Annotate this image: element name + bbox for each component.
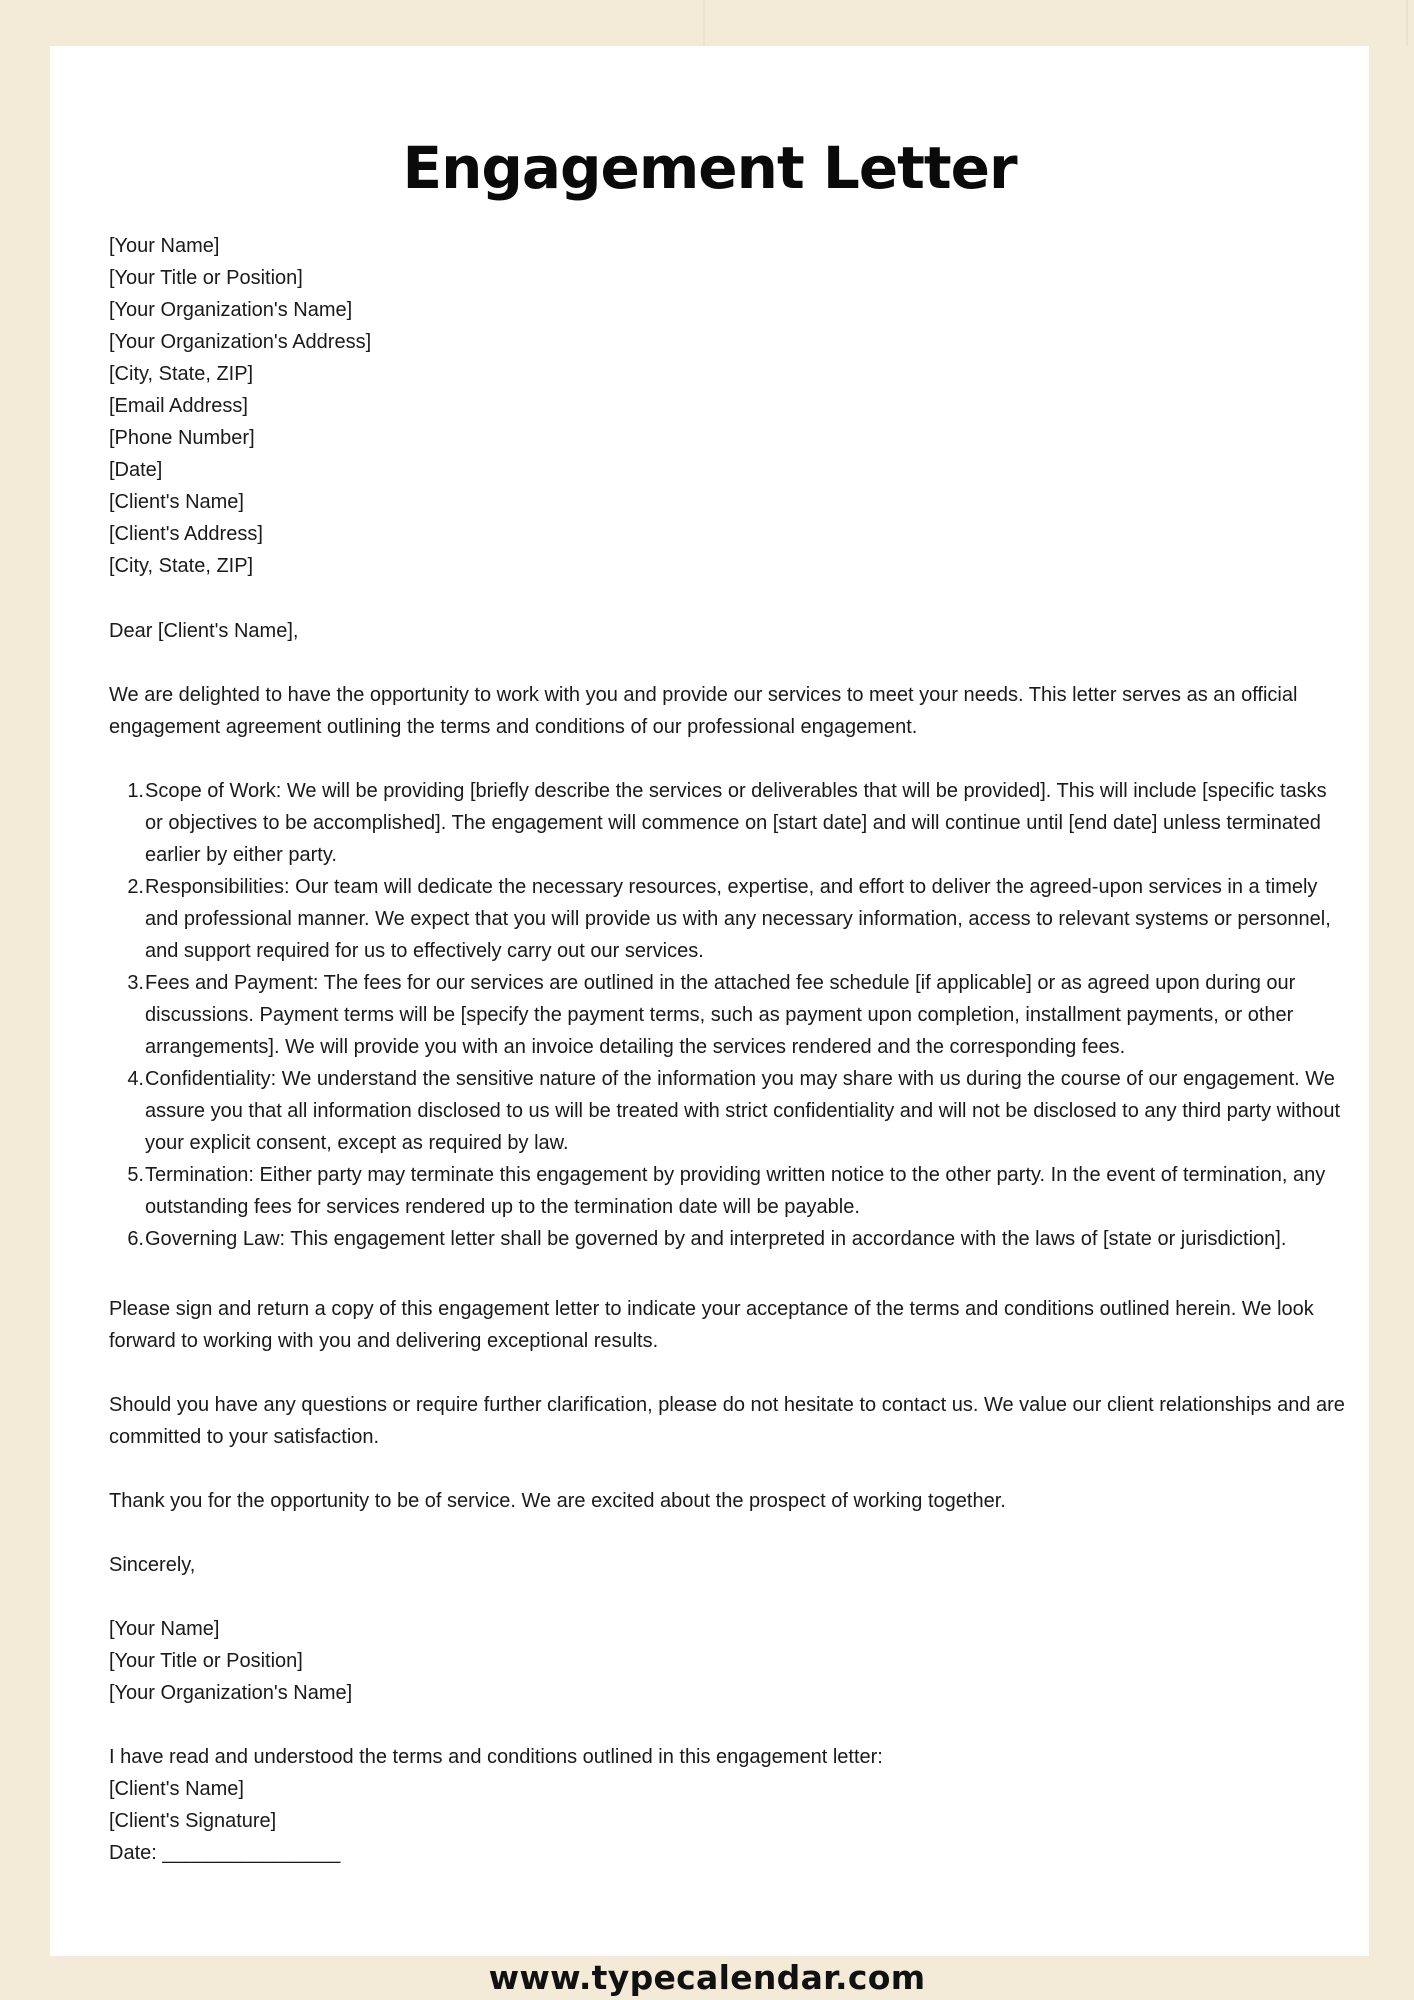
term-number: 6.	[127, 1228, 144, 1250]
term-text: Scope of Work: We will be providing [briefly describe the services or deliverables that will be provided]. This will include [specific tasks or objectives to be accomplished]. The engagement will commence on [start date] and will continue until [end date] unless terminated earlier by either party.	[145, 780, 1327, 866]
term-item	[109, 1159, 1349, 1223]
sender-line: [Your Title or Position]	[109, 267, 303, 289]
recipient-line: [Client's Name]	[109, 491, 244, 513]
letter-body	[109, 230, 1349, 1869]
sender-line: [Date]	[109, 459, 163, 481]
acknowledgement-statement: I have read and understood the terms and conditions outlined in this engagement letter:	[109, 1746, 883, 1768]
date-line: Date: ________________	[109, 1842, 341, 1864]
term-number: 2.	[127, 876, 144, 898]
sender-line: [Email Address]	[109, 395, 248, 417]
term-item	[109, 775, 1349, 871]
intro-paragraph: We are delighted to have the opportunity to work with you and provide our services to meet your needs. This letter serves as an official engagement agreement outlining the terms and conditions of our professional engagement.	[109, 684, 1298, 738]
signature-line: [Your Organization's Name]	[109, 1682, 353, 1704]
client-name-line: [Client's Name]	[109, 1778, 244, 1800]
term-text: Fees and Payment: The fees for our services are outlined in the attached fee schedule [if applicable] or as agreed upon during our discussions. Payment terms will be [specify the payment terms, such as payment upon completion, installment payments, or other arrangements]. We will provide you with an invoice detailing the services rendered and the corresponding fees.	[145, 972, 1296, 1058]
sender-line: [Your Organization's Name]	[109, 299, 353, 321]
signature-block	[109, 1613, 1349, 1709]
terms-list	[109, 775, 1349, 1255]
term-item	[109, 871, 1349, 967]
recipient-line: [City, State, ZIP]	[109, 555, 254, 577]
term-item	[109, 967, 1349, 1063]
recipient-line: [Client's Address]	[109, 523, 263, 545]
letter-page	[50, 46, 1369, 1956]
background-divider	[703, 0, 705, 46]
term-number: 3.	[127, 972, 144, 994]
signature-line: [Your Name]	[109, 1618, 220, 1640]
client-signature-line: [Client's Signature]	[109, 1810, 277, 1832]
salutation: Dear [Client's Name],	[109, 620, 299, 642]
term-text: Termination: Either party may terminate this engagement by providing written notice to the other party. In the event of termination, any outstanding fees for services rendered up to the termination date will be payable.	[145, 1164, 1326, 1218]
page-title: Engagement Letter	[402, 134, 1017, 202]
closing-paragraph: Thank you for the opportunity to be of service. We are excited about the prospect of working together.	[109, 1490, 1006, 1512]
acknowledgement-block	[109, 1741, 1349, 1869]
term-number: 4.	[127, 1068, 144, 1090]
signoff: Sincerely,	[109, 1554, 196, 1576]
term-text: Confidentiality: We understand the sensitive nature of the information you may share with us during the course of our engagement. We assure you that all information disclosed to us will be treated with strict confidentiality and will not be disclosed to any third party without your explicit consent, except as required by law.	[145, 1068, 1341, 1154]
term-item	[109, 1223, 1349, 1255]
term-number: 1.	[127, 780, 144, 802]
closing-paragraph: Should you have any questions or require further clarification, please do not hesitate to contact us. We value our client relationships and are committed to your satisfaction.	[109, 1394, 1345, 1448]
closing-paragraph: Please sign and return a copy of this engagement letter to indicate your acceptance of the terms and conditions outlined herein. We look forward to working with you and delivering exceptional results.	[109, 1298, 1314, 1352]
sender-line: [Phone Number]	[109, 427, 255, 449]
signature-line: [Your Title or Position]	[109, 1650, 303, 1672]
sender-line: [Your Organization's Address]	[109, 331, 372, 353]
term-number: 5.	[127, 1164, 144, 1186]
term-text: Governing Law: This engagement letter shall be governed by and interpreted in accordance with the laws of [state or jurisdiction].	[145, 1228, 1287, 1250]
background-divider	[1406, 0, 1408, 46]
term-item	[109, 1063, 1349, 1159]
sender-line: [City, State, ZIP]	[109, 363, 254, 385]
sender-block	[109, 230, 1349, 582]
term-text: Responsibilities: Our team will dedicate the necessary resources, expertise, and effort to deliver the agreed-upon services in a timely and professional manner. We expect that you will provide us with any necessary information, access to relevant systems or personnel, and support required for us to effectively carry out our services.	[145, 876, 1331, 962]
website-url[interactable]: www.typecalendar.com	[488, 1958, 926, 1997]
sender-line: [Your Name]	[109, 235, 220, 257]
